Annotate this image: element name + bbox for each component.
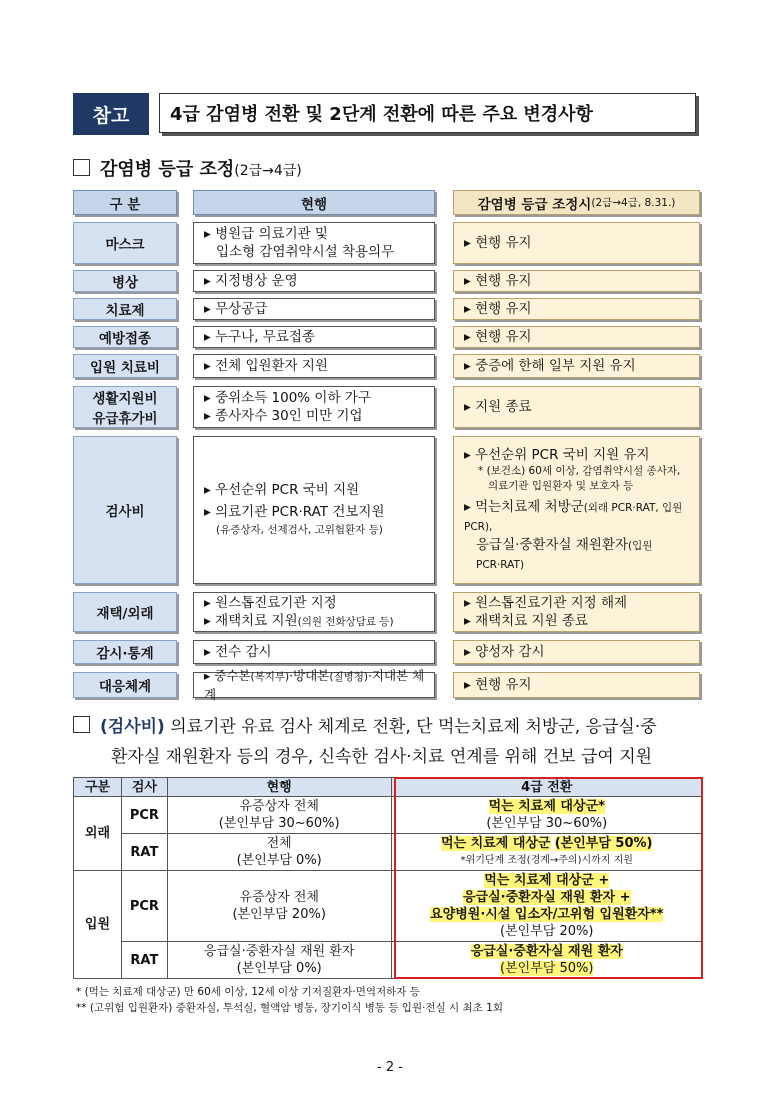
test-type: RAT xyxy=(121,834,167,871)
row-current-mask: ▸ 병원급 의료기관 및 입소형 감염취약시설 착용의무 xyxy=(193,222,435,264)
reference-tag: 참고 xyxy=(73,93,149,135)
row-label-inpatient: 입원 치료비 xyxy=(73,354,177,378)
category-outpatient: 외래 xyxy=(74,797,122,871)
row-new-bed: ▸ 현행 유지 xyxy=(453,270,700,292)
row-new-vaccination: ▸ 현행 유지 xyxy=(453,326,700,348)
category-inpatient: 입원 xyxy=(74,871,122,979)
table-header-current: 현행 xyxy=(167,778,391,797)
table-cell: 먹는 치료제 대상군 + 응급실·중환자실 재원 환자 + 요양병원·시설 입소자/고위험 입원환자** (본인부담 20%) xyxy=(391,871,702,942)
row-new-inpatient: ▸ 중증에 한해 일부 지원 유지 xyxy=(453,354,700,378)
checkbox-square-icon xyxy=(73,159,90,176)
row-label-vaccination: 예방접종 xyxy=(73,326,177,348)
row-label-monitoring: 감시·통계 xyxy=(73,640,177,664)
row-label-response-system: 대응체계 xyxy=(73,672,177,698)
row-new-living-support: ▸ 지원 종료 xyxy=(453,386,700,428)
test-type: RAT xyxy=(121,942,167,979)
row-current-drug: ▸ 무상공급 xyxy=(193,298,435,320)
row-new-mask: ▸ 현행 유지 xyxy=(453,222,700,264)
table-row xyxy=(74,871,703,942)
row-new-response-system: ▸ 현행 유지 xyxy=(453,672,700,698)
title-bar xyxy=(73,93,698,135)
row-current-bed: ▸ 지정병상 운영 xyxy=(193,270,435,292)
table-cell: 먹는 치료제 대상군* (본인부담 30~60%) xyxy=(391,797,702,834)
row-current-living-support: ▸ 중위소득 100% 이하 가구 ▸ 종사자수 30인 미만 기업 xyxy=(193,386,435,428)
row-current-test-cost: ▸ 우선순위 PCR 국비 지원 ▸ 의료기관 PCR·RAT 건보지원 (유증상자, 선제검사, 고위험환자 등) xyxy=(193,436,435,584)
test-cost-table xyxy=(73,777,703,979)
table-header-grade4: 4급 전환 xyxy=(391,778,702,797)
grid-header-current: 현행 xyxy=(193,190,435,215)
table-cell: 응급실·중환자실 재원 환자 (본인부담 0%) xyxy=(167,942,391,979)
row-label-mask: 마스크 xyxy=(73,222,177,264)
table-header-test: 검사 xyxy=(121,778,167,797)
row-label-drug: 치료제 xyxy=(73,298,177,320)
table-row xyxy=(74,797,703,834)
row-current-inpatient: ▸ 전체 입원환자 지원 xyxy=(193,354,435,378)
table-cell: 유증상자 전체 (본인부담 20%) xyxy=(167,871,391,942)
table-header-category: 구분 xyxy=(74,778,122,797)
row-label-test-cost: 검사비 xyxy=(73,436,177,584)
grid-header-new: 감염병 등급 조정시 (2급→4급, 8.31.) xyxy=(453,190,700,215)
table-row xyxy=(74,942,703,979)
section1-heading: 감염병 등급 조정(2급→4급) xyxy=(73,155,302,181)
row-new-test-cost: ▸ 우선순위 PCR 국비 지원 유지 * (보건소) 60세 이상, 감염취약시설 종사자, 의료기관 입원환자 및 보호자 등 ▸ 먹는치료제 처방군(외래 PCR·RAT, 입원 PCR), 응급실·중환자실 재원환자(입원 PCR·RAT) xyxy=(453,436,700,584)
table-cell: 전체 (본인부담 0%) xyxy=(167,834,391,871)
row-current-home-outpatient: ▸ 원스톱진료기관 지정 ▸ 재택치료 지원(의원 전화상담료 등) xyxy=(193,592,435,632)
table-cell: 응급실·중환자실 재원 환자 (본인부담 50%) xyxy=(391,942,702,979)
row-current-response-system: ▸ 중수본(복지부)·방대본(질병청)·지대본 체계 xyxy=(193,672,435,698)
row-new-home-outpatient: ▸ 원스톱진료기관 지정 해제 ▸ 재택치료 지원 종료 xyxy=(453,592,700,632)
test-type: PCR xyxy=(121,797,167,834)
row-label-living-support: 생활지원비 유급휴가비 xyxy=(73,386,177,428)
row-new-monitoring: ▸ 양성자 감시 xyxy=(453,640,700,664)
checkbox-square-icon xyxy=(73,716,90,733)
table-row xyxy=(74,834,703,871)
page-title: 4급 감염병 전환 및 2단계 전환에 따른 주요 변경사항 xyxy=(159,93,696,133)
row-label-bed: 병상 xyxy=(73,270,177,292)
row-new-drug: ▸ 현행 유지 xyxy=(453,298,700,320)
row-label-home-outpatient: 재택/외래 xyxy=(73,592,177,632)
row-current-monitoring: ▸ 전수 감시 xyxy=(193,640,435,664)
section2-paragraph: (검사비) 의료기관 유료 검사 체계로 전환, 단 먹는치료제 처방군, 응급실·중 환자실 재원환자 등의 경우, 신속한 검사·치료 연계를 위해 건보 급여 지원 xyxy=(73,712,733,772)
footnote-2: ** (고위험 입원환자) 중환자실, 투석실, 혈액암 병동, 장기이식 병동 등 입원·전실 시 최초 1회 xyxy=(76,1002,503,1014)
grid-header-label: 구 분 xyxy=(73,190,177,215)
table-cell: 먹는 치료제 대상군 (본인부담 50%) *위기단계 조정(경계→주의)시까지 지원 xyxy=(391,834,702,871)
row-current-vaccination: ▸ 누구나, 무료접종 xyxy=(193,326,435,348)
table-cell: 유증상자 전체 (본인부담 30~60%) xyxy=(167,797,391,834)
page-number: - 2 - xyxy=(377,1060,403,1075)
footnote-1: * (먹는 치료제 대상군) 만 60세 이상, 12세 이상 기저질환자·면역저하자 등 xyxy=(76,986,420,998)
test-type: PCR xyxy=(121,871,167,942)
